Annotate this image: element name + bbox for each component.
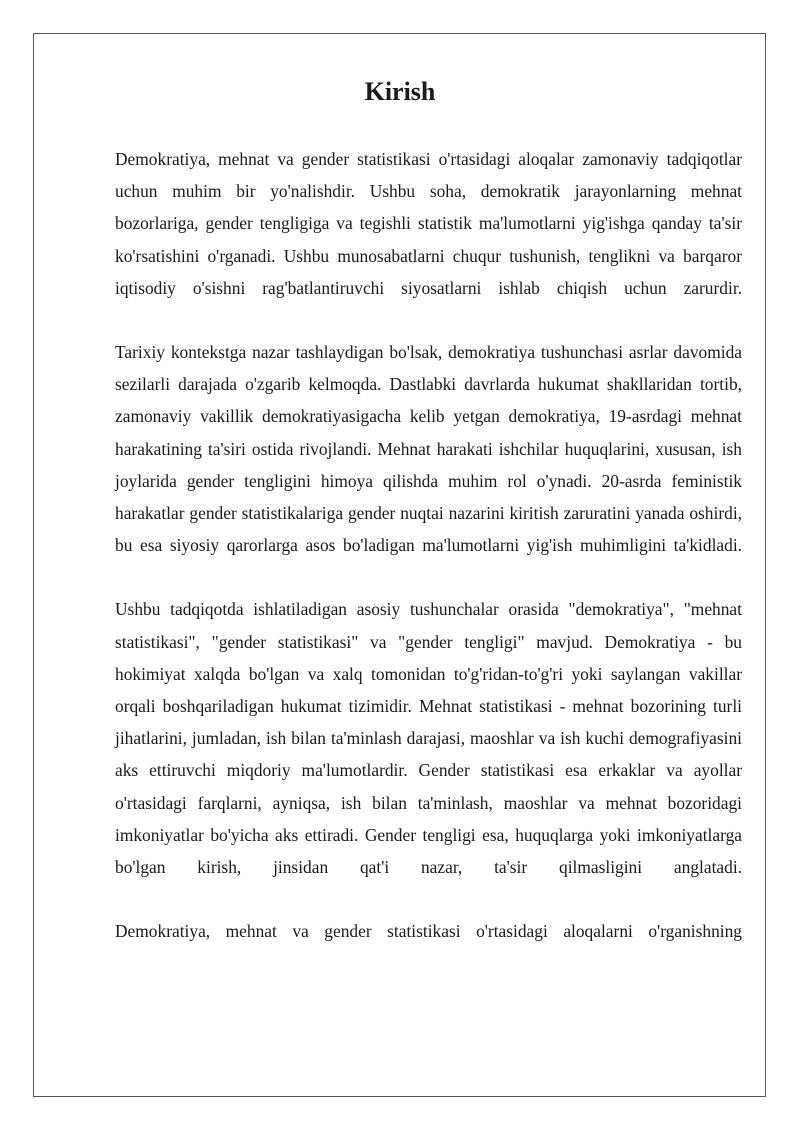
paragraph-3: Ushbu tadqiqotda ishlatiladigan asosiy tushunchalar orasida "demokratiya", "mehnat statistikasi", "gender statistikasi" va "gender tengligi" mavjud. Demokratiya - bu hokimiyat xalqda bo'lgan va xalq tomonidan to'g'ridan-to'g'ri yoki saylangan vakillar orqali boshqariladigan hukumat tizimidir. Mehnat statistikasi - mehnat bozorining turli jihatlarini, jumladan, ish bilan ta'minlash darajasi, maoshlar va ish kuchi demografiyasini aks ettiruvchi miqdoriy ma'lumotlardir. Gender statistikasi esa erkaklar va ayollar o'rtasidagi farqlarni, ayniqsa, ish bilan ta'minlash, maoshlar va mehnat bozoridagi imkoniyatlar bo'yicha aks ettiradi. Gender tengligi esa, huquqlarga yoki imkoniyatlarga bo'lgan kirish, jinsidan qat'i nazar, ta'sir qilmasligini anglatadi. [115, 599, 742, 878]
paragraph-2: Tarixiy kontekstga nazar tashlaydigan bo'lsak, demokratiya tushunchasi asrlar davomida sezilarli darajada o'zgarib kelmoqda. Dastlabki davrlarda hukumat shakllaridan tortib, zamonaviy vakillik demokratiyasigacha kelib yetgan demokratiya, 19-asrdagi mehnat harakatining ta'siri ostida rivojlandi. Mehnat harakati ishchilar huquqlarini, xususan, ish joylarida gender tengligini himoya qilishda muhim rol o'ynadi. 20-asrda feministik harakatlar gender statistikalariga gender nuqtai nazarini kiritish zaruratini yanada oshirdi, bu esa siyosiy qarorlarga asos bo'ladigan ma'lumotlarni yig'ish muhimligini ta'kidladi. [115, 342, 742, 556]
page-title: Kirish [364, 77, 436, 106]
paragraph-4: Demokratiya, mehnat va gender statistikasi o'rtasidagi aloqalarni o'rganishning [115, 921, 742, 942]
paragraph-1: Demokratiya, mehnat va gender statistikasi o'rtasidagi aloqalar zamonaviy tadqiqotlar uchun muhim bir yo'nalishdir. Ushbu soha, demokratik jarayonlarning mehnat bozorlariga, gender tengligiga va tegishli statistik ma'lumotlarni yig'ishga qanday ta'sir ko'rsatishini o'rganadi. Ushbu munosabatlarni chuqur tushunish, tenglikni va barqaror iqtisodiy o'sishni rag'batlantiruvchi siyosatlarni ishlab chiqish uchun zarurdir. [115, 149, 742, 298]
document-body [115, 143, 742, 979]
